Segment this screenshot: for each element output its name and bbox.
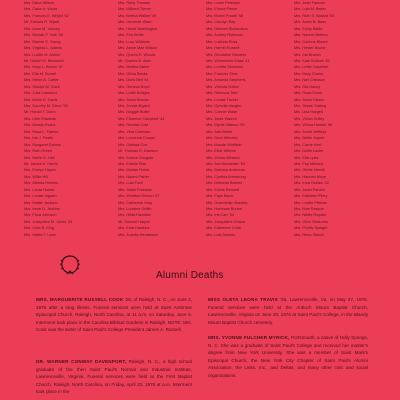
alumni-name: Mr. Edward R. Wyatt — [24, 20, 59, 25]
alumni-name: Mrs. Corinne Blount — [294, 39, 328, 44]
alumni-name: Mrs. Kate Bullock '45 — [294, 58, 330, 63]
alumni-name: Mrs. Louise Ingram — [24, 194, 57, 199]
alumni-name: Mrs. Maude Whitfield — [206, 142, 242, 147]
obituary-entry — [208, 334, 368, 380]
alumni-name: Mrs. Beulah P. York '38 — [24, 33, 63, 38]
alumni-name: Mrs. Dana Wilson — [24, 1, 54, 5]
alumni-name: Mr. Robert G. Blackwell — [24, 58, 64, 63]
alumni-name: Mrs. Lettie Capehart — [294, 65, 329, 70]
alumni-name: Mrs. Eula Hawkins — [118, 226, 150, 231]
alumni-name: Mrs. Audrey Robinson — [206, 33, 244, 38]
alumni-name: Mrs. Laura Hunter — [24, 187, 55, 192]
alumni-name: Mrs. Hilda Hamilton — [118, 213, 152, 218]
alumni-name: Mr. Samuel Harper — [118, 219, 150, 224]
alumni-name: Mrs. Lucille M. Alston — [24, 52, 60, 57]
alumni-name: Mrs. Martha Baker — [118, 65, 150, 70]
alumni-name: Mrs. Zelma Winston — [206, 155, 240, 160]
alumni-name: Mrs. Kathleen Perry — [294, 194, 328, 199]
alumni-name: Mrs. Connie Wade — [206, 110, 238, 115]
alumni-name: Mrs. Carla H. Wood — [24, 7, 58, 12]
alumni-name: Mrs. Ruth S. Ballard '53 — [294, 13, 334, 18]
alumni-name: Mr. James H. Harris — [24, 161, 58, 166]
obituary-entry — [36, 358, 192, 396]
alumni-name: Mrs. Eunice Douglas — [118, 155, 154, 160]
alumni-name: Mrs. Gladys W. Clark — [24, 84, 60, 89]
alumni-name: Mrs. Carolyn Ray — [206, 20, 236, 25]
alumni-name: Mrs. Susie Faison — [294, 97, 325, 102]
alumni-name: Mrs. Catherine Gray — [118, 200, 153, 205]
alumni-name: Mrs. Eva White — [118, 33, 144, 38]
alumni-name: Mrs. Deborah Barnes — [206, 181, 243, 186]
alumni-name: Mrs. Elaine Bennett — [206, 187, 240, 192]
obituary-name: MRS. YVONNE FULCHER MYRICK, — [208, 335, 290, 340]
alumni-name: Mrs. Rachel S. Young — [24, 39, 61, 44]
alumni-name: Mrs. Vivian Holley — [294, 116, 325, 121]
names-list-area — [24, 0, 376, 238]
alumni-name: Mrs. Ruth Green — [24, 149, 53, 154]
alumni-name: Mrs. Ella M. Burrell — [24, 71, 57, 76]
alumni-name: Mrs. Juanita Henderson — [118, 232, 159, 237]
alumni-name: Mrs. Ida J. Foster — [24, 136, 54, 141]
alumni-name: Mrs. Hannah Moye — [294, 174, 327, 179]
alumni-name: Mrs. Louvenia Cooper — [118, 136, 156, 141]
alumni-name: Mrs. Annie D. Davis — [24, 97, 58, 102]
alumni-name: Mrs. Muriel Powell '58 — [206, 13, 244, 18]
alumni-name: Mrs. Helen B. Carter — [24, 78, 59, 83]
alumni-name: Mrs. Jean Faulcon — [294, 1, 326, 5]
alumni-name: Mrs. Willie Hill — [24, 174, 48, 179]
alumni-name: Mrs. Nellie G. Hall — [24, 155, 55, 160]
alumni-name: Mrs. Ophelia Vaughn — [206, 104, 242, 108]
obituary-name: MRS. MARGUERITE RUSSELL COOK — [36, 297, 124, 302]
alumni-name: Mrs. Irene D. Jenkins — [24, 207, 60, 211]
names-column-3 — [206, 0, 288, 238]
alumni-name: Mrs. Rebecca Tate — [206, 91, 238, 96]
alumni-name: Mrs. Nell Chesson — [294, 78, 326, 83]
alumni-name: Mrs. Dora Wheeler — [206, 136, 238, 141]
alumni-name: Mrs. Lula M. Baker — [294, 7, 326, 12]
alumni-name: Mrs. Delores Richardson — [206, 26, 248, 31]
alumni-name: Mrs. Ola Dancy — [294, 84, 321, 89]
alumni-name: Mrs. Lorraine Griffin — [118, 207, 152, 211]
obituary-text: '36, Lawrenceville, Va. on May 27, 1976. Funeral services were held at the Antioch Mount Baptist Church, Lawrenceville, Virginia on June 30, 1976 at Saint Paul's College, in the Blandy Mount Baptist Church cemetery. — [208, 297, 368, 325]
alumni-name: Mrs. Lizzie Peterson — [206, 1, 241, 5]
alumni-name: Mrs. Queen E. Woods — [118, 52, 156, 57]
alumni-name: Mrs. Ann Alexander '63 — [206, 161, 245, 166]
obituary-name: DR. WARNER CONWAY DAVENPORT, — [36, 359, 127, 364]
alumni-name: Mrs. Hazel Washington — [118, 26, 158, 31]
alumni-name: Mrs. Elnora Pierce — [206, 7, 238, 12]
alumni-name: Mrs. Julia Crawford — [24, 91, 57, 96]
alumni-name: Mrs. Olive Sessoms — [294, 219, 328, 224]
obituary-text: Portsmouth, a native of Holly Springs, N. C. She was a graduate of Saint Paul's College and received her master's degree from New York University. She was a member of Saint Mark's Episcopal Church, the New York City Chapter of Saint Paul's Alumni Association, the Links, Inc., and Deltas, and many other civic and social organizations. — [208, 335, 369, 378]
alumni-name: Mrs. Barbara Anderson — [206, 168, 246, 173]
alumni-name: Mrs. Lottie Bridges — [118, 91, 150, 96]
alumni-name: Mrs. Ella Lyles — [294, 155, 319, 160]
alumni-name: Mrs. Ruby Thomas — [118, 1, 151, 5]
alumni-name: Mrs. Annie Jeffreys — [294, 129, 327, 134]
alumni-name: Mrs. Ada Webb — [206, 129, 232, 134]
alumni-name: Mrs. Susie Brooks — [118, 97, 149, 102]
alumni-name: Mrs. Jennie Bryant — [118, 104, 150, 108]
alumni-name: Mrs. Rosa L. Farmer — [24, 129, 59, 134]
alumni-name: Mrs. Phyllis Speight — [294, 226, 328, 231]
alumni-name: Mr. Charles B. Allen — [118, 58, 152, 63]
alumni-name: Mrs. Rosa Exum — [294, 91, 323, 96]
alumni-name: Mrs. Lucy Williams — [118, 39, 150, 44]
alumni-name: Mrs. Wilma Hooker '56 — [294, 123, 333, 128]
alumni-name: Mrs. Mattie Jackson — [24, 200, 58, 205]
alumni-name: Mrs. Janie Warren — [206, 116, 237, 121]
obituary-entry — [36, 296, 192, 334]
alumni-name: Mrs. Odessa Cox — [118, 142, 148, 147]
alumni-name: Mrs. Cora B. King — [24, 226, 54, 231]
alumni-name: Mrs. Loretta Simmons — [206, 65, 244, 70]
alumni-name: Mrs. Annie B. Bass — [294, 20, 327, 25]
alumni-name: Mrs. Hortense Burton — [206, 207, 243, 211]
alumni-name: Mrs. Hester Boone — [294, 46, 326, 51]
alumni-name: Mrs. Faye Black — [206, 194, 234, 199]
alumni-name: Mrs. Una Hargett — [294, 110, 323, 115]
alumni-name: Mrs. Lucinda Ross — [206, 39, 238, 44]
alumni-name: Mrs. Annie Mae Wilson — [118, 46, 157, 51]
alumni-name: Mrs. Nannie Bethea — [294, 33, 328, 38]
names-column-1 — [24, 0, 106, 238]
alumni-name: Mrs. Gertie Merritt — [294, 168, 325, 173]
laurel-wreath-icon — [58, 252, 82, 276]
alumni-name: Mrs. Harriet Russell — [206, 46, 240, 51]
alumni-name: Mrs. Gertrude Ward — [118, 20, 152, 25]
alumni-name: Mrs. Anne M. Yancey — [24, 26, 60, 31]
alumni-name: Mrs. Lucille Pittman — [294, 200, 328, 205]
alumni-name: Mrs. Mary L. Brown '47 — [24, 65, 63, 70]
alumni-name: Mrs. Margaret Gaines — [24, 142, 61, 147]
alumni-name: Mrs. Louise Tucker — [206, 97, 239, 102]
alumni-name: Mrs. Rena Stancil — [294, 232, 324, 237]
alumni-name: Mrs. Lillie Edwards — [24, 116, 56, 121]
alumni-name: Mrs. Bertha Walker '49 — [118, 13, 157, 18]
alumni-name: Mrs. Marian Fields — [118, 168, 150, 173]
alumni-name: Mrs. Josephine M. Jones '43 — [24, 219, 73, 224]
alumni-name: Mrs. Lois Daniels — [206, 232, 236, 237]
alumni-name: Mrs. Amanda Stephens — [206, 78, 246, 83]
alumni-name: Mrs. Olivia Banks — [118, 71, 148, 76]
names-column-4 — [294, 0, 376, 238]
obituary-name: MISS OLETA LEONA TRAVIS — [208, 297, 278, 302]
alumni-name: Mrs. Hattie F. Lane — [24, 232, 56, 237]
alumni-name: Mrs. Katherine Cobb — [206, 226, 241, 231]
obituary-text: '26, of Raleigh, N. C., on June 2, 1976 after a long illness. Funeral services were held at Saint Ambrose Episcopal Church, Raleigh, North Carolina, at 11 a.m. on Saturday, June 5. Interment took place in the Carolina Biblical Gardens in Raleigh. NOTE: Mrs. Cook was the sister of Saint Paul's College President James A. Russell. — [36, 297, 193, 333]
alumni-name: Mrs. Evelyn Hayes — [24, 168, 56, 173]
alumni-name: Mrs. Jacqueline Chavis — [206, 219, 246, 224]
alumni-name: Mrs. Estelle Ellis — [118, 161, 146, 166]
alumni-name: Mrs. Cynthia Armstrong — [206, 174, 246, 179]
alumni-name: Mrs. Maggie Butler — [118, 110, 150, 115]
alumni-name: Mrs. Vera Coleman — [118, 129, 151, 134]
alumni-name: Mrs. Doris Bell '61 — [118, 78, 149, 83]
alumni-name: Mrs. Mary Cherry — [294, 71, 324, 76]
alumni-name: Mrs. Elsie Wilkins — [206, 149, 236, 154]
alumni-name: Mrs. Lula Ford — [118, 181, 143, 186]
alumni-name: Mrs. Dollie Lanier — [294, 149, 324, 154]
alumni-name: Mrs. Mae Rascoe — [294, 207, 324, 211]
alumni-name: Mrs. Iris Carr '54 — [206, 213, 234, 218]
alumni-name: Mrs. Janet Parrish — [294, 187, 325, 192]
alumni-name: Mr. Harold T. Dunn — [24, 110, 56, 115]
alumni-name: Mrs. Emily Battle — [294, 26, 323, 31]
alumni-name: Mrs. Nettie Royster — [294, 213, 327, 218]
alumni-name: Mrs. Bessie Evans — [24, 123, 56, 128]
alumni-name: Mrs. Carrie Keel — [294, 142, 322, 147]
alumni-name: Mrs. Virginia L. Adams — [24, 46, 62, 51]
alumni-name: Mrs. Geraldine Sanders — [206, 52, 247, 57]
alumni-name: Mrs. Alberta Holmes — [24, 181, 59, 186]
alumni-name: Mrs. Florence Campbell '44 — [118, 116, 165, 121]
names-column-2 — [118, 0, 200, 238]
obituary-entry — [208, 296, 368, 326]
alumni-name: Mrs. Ida Branch — [294, 52, 321, 57]
alumni-name: Mrs. Gwendolyn Bradley — [206, 200, 248, 205]
alumni-name: Mrs. Tessie Gatling — [294, 104, 327, 108]
alumni-name: Mrs. Frances E. Wright '62 — [24, 13, 69, 18]
alumni-name: Mrs. Rosetta Cole — [118, 123, 149, 128]
alumni-name: Mrs. Mildred Turner — [118, 7, 151, 12]
alumni-name: Mrs. Sadie Freeman — [118, 187, 153, 192]
alumni-name: Mrs. Naomi Fisher — [118, 174, 150, 179]
alumni-name: Mrs. Irma Outlaw '42 — [294, 181, 329, 186]
alumni-name: Mrs. Frances Sims — [206, 71, 238, 76]
alumni-name: Mrs. Wilhelmina Shaw '41 — [206, 58, 250, 63]
alumni-name: Mrs. Fay Mebane — [294, 161, 324, 166]
alumni-name: Mrs. Winifred Gibson '57 — [118, 194, 160, 199]
alumni-name: Mr. Thomas R. Dawson — [118, 149, 158, 154]
alumni-name: Mrs. Geneva Boyd — [118, 84, 150, 89]
alumni-name: Mrs. Dorothy M. Dixon '59 — [24, 104, 68, 108]
alumni-name: Mrs. Flora Johnson — [24, 213, 57, 218]
alumni-name: Mrs. Myrtle Watson '50 — [206, 123, 245, 128]
alumni-name: Mrs. Bettie Joyner — [294, 136, 325, 141]
obituary-text: Raleigh, N. C., a high school graduate of the then Saint Paul's Normal and Industrial Institute, Lawrenceville, Virginia. Funeral services were held at the First Baptist Church, Raleigh, North Carolina, on Friday, April 23, 1976 at a.m. Interment took place in the — [36, 359, 192, 395]
alumni-name: Mrs. Victoria Sutton — [206, 84, 240, 89]
section-title: Alumni Deaths — [156, 270, 224, 281]
